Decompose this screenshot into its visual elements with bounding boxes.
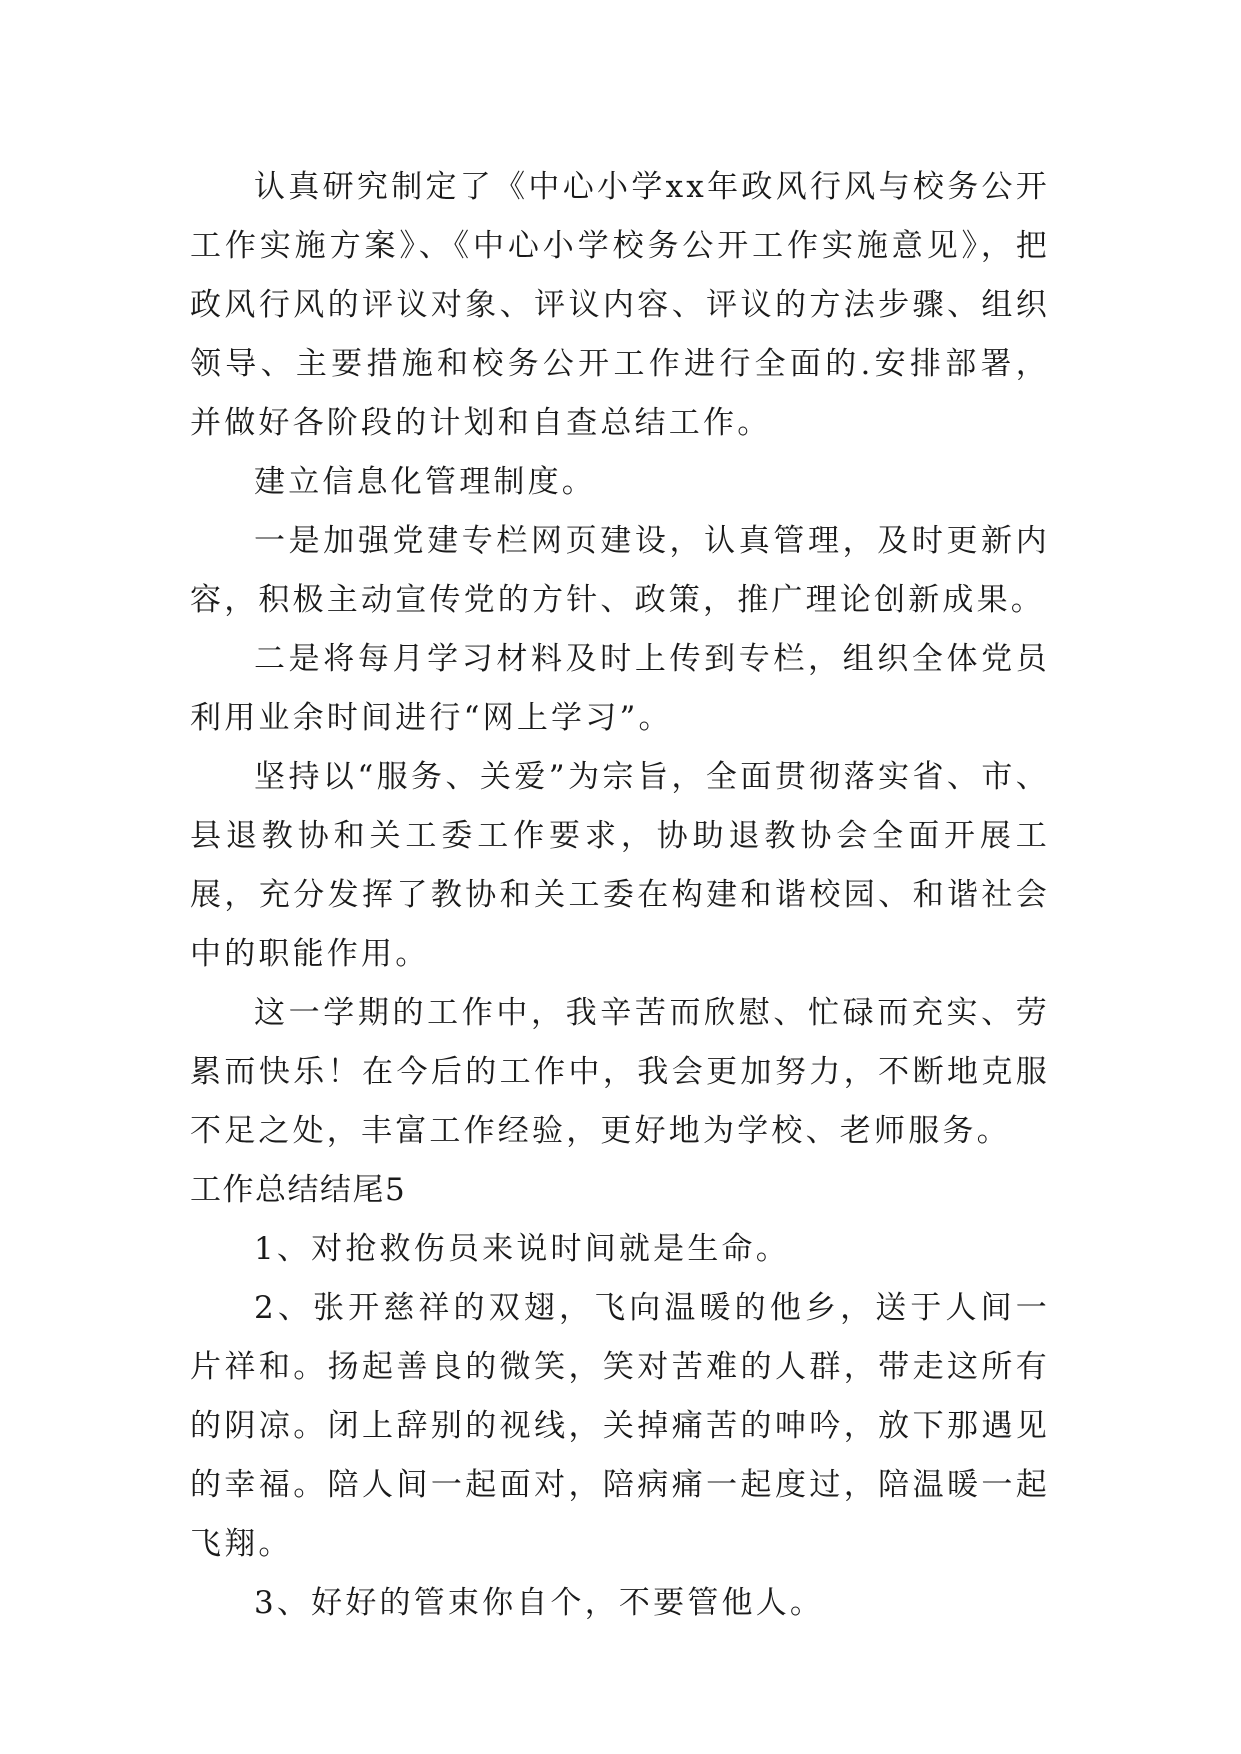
- section-heading: 工作总结结尾5: [190, 1172, 407, 1208]
- paragraph-online-study: 二是将每月学习材料及时上传到专栏，组织全体党员利用业余时间进行“网上学习”。: [190, 641, 1050, 736]
- paragraph-work-plan: 认真研究制定了《中心小学xx年政风行风与校务公开工作实施方案》、《中心小学校务公开工作实施意见》，把政风行风的评议对象、评议内容、评议的方法步骤、组织领导、主要措施和校务公开工作进行全面的.安排部署，并做好各阶段的计划和自查总结工作。: [190, 169, 1050, 441]
- document-body: [190, 158, 1050, 1633]
- paragraph-item-2: 2、张开慈祥的双翅，飞向温暖的他乡，送于人间一片祥和。扬起善良的微笑，笑对苦难的人群，带走这所有的阴凉。闭上辞别的视线，关掉痛苦的呻吟，放下那遇见的幸福。陪人间一起面对，陪病痛一起度过，陪温暖一起飞翔。: [190, 1290, 1050, 1562]
- paragraph-semester-reflection: 这一学期的工作中，我辛苦而欣慰、忙碌而充实、劳累而快乐！在今后的工作中，我会更加努力，不断地克服不足之处，丰富工作经验，更好地为学校、老师服务。: [190, 995, 1050, 1149]
- paragraph-party-webpage: 一是加强党建专栏网页建设，认真管理，及时更新内容，积极主动宣传党的方针、政策，推广理论创新成果。: [190, 523, 1050, 618]
- paragraph-item-1: 1、对抢救伤员来说时间就是生命。: [254, 1231, 790, 1267]
- paragraph-item-3: 3、好好的管束你自个，不要管他人。: [254, 1585, 825, 1621]
- paragraph-info-management: 建立信息化管理制度。: [254, 464, 596, 500]
- paragraph-service-care: 坚持以“服务、关爱”为宗旨，全面贯彻落实省、市、县退教协和关工委工作要求，协助退教协会全面开展工展，充分发挥了教协和关工委在构建和谐校园、和谐社会中的职能作用。: [190, 759, 1050, 972]
